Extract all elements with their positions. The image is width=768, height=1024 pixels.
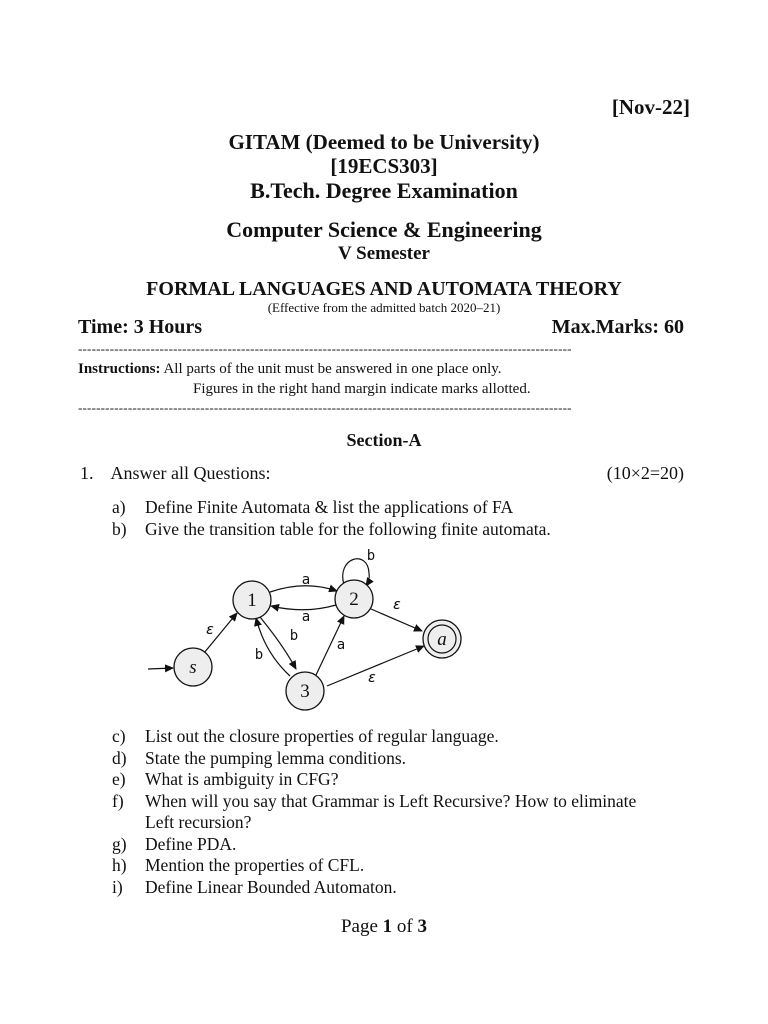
divider-bottom: -------------------------------------------------------------------------------------------------------------	[78, 400, 572, 415]
finite-automaton-diagram	[140, 545, 480, 715]
label-1-2: a	[301, 572, 311, 588]
item-label: e)	[112, 769, 126, 789]
label-1-3: b	[289, 628, 299, 644]
state-start-label: s	[189, 657, 197, 678]
exam-title: B.Tech. Degree Examination	[250, 178, 518, 203]
semester: V Semester	[338, 243, 430, 264]
footer-middle: of	[392, 916, 418, 937]
question-items-top	[112, 497, 665, 540]
item-text: Define Finite Automata & list the applications of FA	[145, 497, 514, 517]
label-3-2: a	[336, 637, 346, 653]
department: Computer Science & Engineering	[226, 217, 542, 242]
item-label: i)	[112, 876, 123, 897]
state-1-label: 1	[247, 590, 257, 611]
item-text: When will you say that Grammar is Left Recursive? How to eliminate Left recursion?	[145, 790, 637, 832]
total-pages: 3	[417, 916, 427, 937]
state-2-label: 2	[349, 589, 359, 610]
question-items-bottom	[112, 726, 665, 898]
item-label: b)	[112, 518, 127, 539]
label-2-accept: ε	[392, 597, 402, 613]
item-label: c)	[112, 726, 126, 746]
item-label: h)	[112, 855, 127, 875]
state-accept-label: a	[437, 629, 447, 650]
instructions-line-2: Figures in the right hand margin indicate marks allotted.	[193, 381, 531, 397]
list-item	[112, 877, 665, 899]
list-item	[112, 497, 665, 519]
subject-title: FORMAL LANGUAGES AND AUTOMATA THEORY	[146, 278, 622, 300]
item-label: g)	[112, 833, 127, 854]
item-text: Give the transition table for the following finite automata.	[145, 518, 551, 539]
list-item	[112, 791, 665, 834]
item-text: Define Linear Bounded Automaton.	[145, 876, 397, 897]
footer-prefix: Page	[340, 916, 383, 937]
list-item	[112, 769, 665, 791]
max-marks: Max.Marks: 60	[551, 316, 684, 338]
label-2-1: a	[301, 609, 311, 625]
exam-date: [Nov-22]	[611, 95, 690, 119]
item-text: What is ambiguity in CFG?	[145, 769, 339, 789]
effective-note: (Effective from the admitted batch 2020–21)	[267, 300, 501, 315]
item-text: State the pumping lemma conditions.	[145, 747, 407, 768]
section-heading: Section-A	[346, 430, 422, 450]
question-1	[80, 463, 271, 484]
list-item	[112, 834, 665, 856]
start-arrow	[148, 668, 173, 669]
list-item	[112, 855, 665, 877]
label-3-accept: ε	[367, 670, 377, 686]
university-name: GITAM (Deemed to be University)	[228, 130, 540, 154]
divider-top: -------------------------------------------------------------------------------------------------------------	[78, 341, 572, 356]
list-item	[112, 748, 665, 770]
question-text: Answer all Questions:	[110, 463, 271, 483]
current-page: 1	[382, 916, 393, 937]
question-marks: (10×2=20)	[606, 463, 684, 483]
label-2-self: b	[366, 548, 376, 564]
item-text: List out the closure properties of regular language.	[145, 726, 499, 746]
list-item	[112, 726, 665, 748]
item-label: d)	[112, 747, 127, 768]
label-s-1: ε	[205, 622, 215, 638]
instructions-label: Instructions:	[78, 361, 161, 377]
list-item	[112, 519, 665, 541]
item-text: Mention the properties of CFL.	[145, 855, 365, 875]
item-label: a)	[112, 497, 126, 517]
state-3-label: 3	[300, 681, 310, 702]
question-number: 1.	[80, 463, 94, 483]
page-footer	[0, 916, 768, 938]
item-text: Define PDA.	[145, 833, 237, 854]
item-label: f)	[112, 790, 124, 811]
label-3-1: b	[254, 647, 264, 663]
instructions	[78, 361, 502, 378]
time-duration: Time: 3 Hours	[78, 316, 203, 338]
course-code: [19ECS303]	[330, 154, 438, 178]
instructions-line-1: All parts of the unit must be answered in one place only.	[163, 361, 502, 377]
